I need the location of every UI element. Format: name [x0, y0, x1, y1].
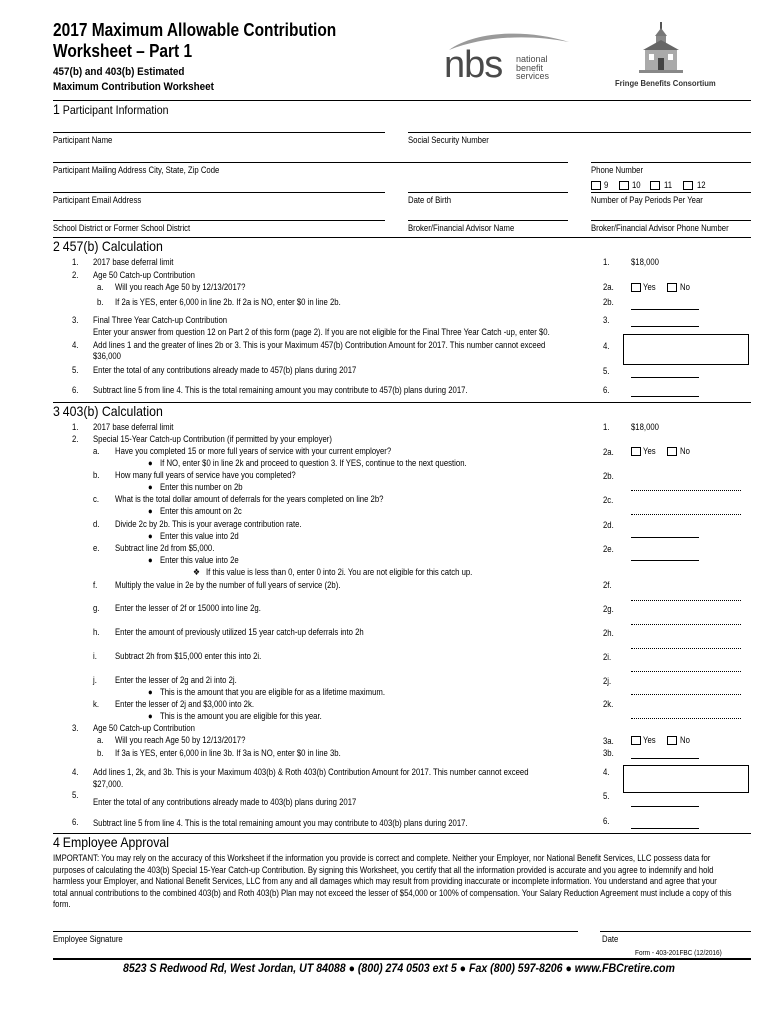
footer-contact: 8523 S Redwood Rd, West Jordan, UT 84088 ● (800) 274 0503 ext 5 ● Fax (800) 597-8206 ● www.FBCretire.com — [123, 963, 675, 975]
section-2-number: 2 — [53, 238, 60, 254]
participant-name-field[interactable] — [53, 132, 385, 133]
s2-line-4-total-box[interactable] — [623, 334, 749, 365]
s2-line-2b-text: If 2a is YES, enter 6,000 in line 2b. If 2a is NO, enter $0 in line 2b. — [115, 297, 341, 307]
s3-line-2k-note: This is the amount you are eligible for this year. — [160, 711, 322, 721]
fbc-logo — [615, 18, 725, 93]
s2-line-1-value: $18,000 — [631, 257, 659, 267]
s3-line-2i-text: Subtract 2h from $15,000 enter this into 2i. — [115, 651, 262, 661]
broker-phone-field[interactable] — [591, 220, 751, 221]
s3-line-2j-text: Enter the lesser of 2g and 2i into 2j. — [115, 675, 237, 685]
section-3-header — [53, 403, 163, 419]
s3-line-2c-number: c. — [93, 494, 100, 504]
s3-line-2e-ref: 2e. — [603, 544, 614, 554]
s3-15yr-no-checkbox[interactable] — [667, 447, 677, 456]
s3-line-4-text: Add lines 1, 2k, and 3b. This is your Maximum 403(b) & Roth 403(b) Contribution Amount for 2017. This number cannot exceed — [93, 767, 529, 777]
section-4-number: 4 — [53, 834, 60, 850]
pay-periods-11-label: 11 — [664, 180, 673, 190]
s3-line-2d-number: d. — [93, 519, 100, 529]
nbs-logo-word-3: services — [516, 71, 550, 81]
fbc-logo-text: Fringe Benefits Consortium — [615, 78, 716, 88]
s3-line-2h-text: Enter the amount of previously utilized 15 year catch-up deferrals into 2h — [115, 627, 364, 637]
s3-age50-no-checkbox[interactable] — [667, 736, 677, 745]
s2-line-2b-ref: 2b. — [603, 297, 614, 307]
s3-line-2g-number: g. — [93, 603, 100, 613]
s3-line-2k-text: Enter the lesser of 2j and $3,000 into 2k. — [115, 699, 254, 709]
s2-line-4-number: 4. — [72, 340, 79, 350]
pay-periods-9-label: 9 — [604, 180, 609, 190]
s3-line-6-field[interactable] — [631, 828, 699, 829]
s2-line-3-text: Final Three Year Catch-up Contribution — [93, 315, 228, 325]
s3-line-2c-field[interactable] — [631, 514, 741, 515]
section-4-title: Employee Approval — [62, 834, 169, 850]
s2-line-1-number: 1. — [72, 257, 79, 267]
s3-line-3-text: Age 50 Catch-up Contribution — [93, 723, 195, 733]
s3-line-2d-text: Divide 2c by 2b. This is your average contribution rate. — [115, 519, 302, 529]
s2-line-6-number: 6. — [72, 385, 79, 395]
ssn-label: Social Security Number — [408, 135, 489, 145]
s2-line-5-ref: 5. — [603, 366, 610, 376]
section-1-header — [53, 101, 168, 117]
s3-line-2g-field[interactable] — [631, 624, 741, 625]
title-line-2: Worksheet – Part 1 — [53, 41, 193, 61]
s3-line-3b-number: b. — [97, 748, 104, 758]
phone-label: Phone Number — [591, 165, 644, 175]
broker-phone-label: Broker/Financial Advisor Phone Number — [591, 223, 729, 233]
nbs-logo-mark: nbs — [444, 44, 503, 86]
s3-line-5-ref: 5. — [603, 791, 610, 801]
nbs-logo-word-2: benefit — [516, 62, 544, 73]
s2-line-3-number: 3. — [72, 315, 79, 325]
s3-line-2e-note: Enter this value into 2e — [160, 555, 239, 565]
s3-bullet-icon: ● — [148, 482, 153, 492]
pay-periods-11-checkbox[interactable] — [650, 181, 660, 190]
s2-line-5-text: Enter the total of any contributions already made to 457(b) plans during 2017 — [93, 365, 357, 375]
nbs-logo — [444, 30, 574, 90]
s3-line-2h-field[interactable] — [631, 648, 741, 649]
s3-line-3a-text: Will you reach Age 50 by 12/13/2017? — [115, 735, 246, 745]
employee-signature-label: Employee Signature — [53, 934, 123, 944]
s3-line-2k-field[interactable] — [631, 718, 741, 719]
s3-line-2e-field[interactable] — [631, 560, 699, 561]
s3-line-2d-field[interactable] — [631, 537, 699, 538]
s3-bullet-icon: ● — [148, 711, 153, 721]
s2-line-2b-field[interactable] — [631, 309, 699, 310]
s2-line-4-ref: 4. — [603, 341, 610, 351]
s3-line-2i-number: i. — [93, 651, 97, 661]
mailing-address-field[interactable] — [53, 162, 568, 163]
phone-field[interactable] — [591, 162, 751, 163]
s3-line-2e-text: Subtract line 2d from $5,000. — [115, 543, 215, 553]
s2-line-4-text: Add lines 1 and the greater of lines 2b or 3. This is your Maximum 457(b) Contribution Amount for 2017. This number cannot exceed — [93, 340, 546, 350]
s2-line-6-ref: 6. — [603, 385, 610, 395]
section-2-title: 457(b) Calculation — [62, 238, 163, 254]
nbs-logo-words — [516, 55, 549, 81]
broker-name-label: Broker/Financial Advisor Name — [408, 223, 515, 233]
s3-line-2a-ref: 2a. — [603, 447, 614, 457]
s3-bullet-icon: ● — [148, 555, 153, 565]
s3-line-2k-number: k. — [93, 699, 100, 709]
s2-line-4-text-2: $36,000 — [93, 351, 121, 361]
s3-line-2c-ref: 2c. — [603, 495, 614, 505]
s3-line-2h-number: h. — [93, 627, 100, 637]
s3-line-2e-subnote: If this value is less than 0, enter 0 into 2i. You are not eligible for this catch up. — [206, 567, 473, 577]
subtitle-line-1: 457(b) and 403(b) Estimated — [53, 66, 185, 78]
ssn-field[interactable] — [408, 132, 751, 133]
s3-bullet-icon: ● — [148, 506, 153, 516]
email-field[interactable] — [53, 192, 385, 193]
section-3-number: 3 — [53, 403, 60, 419]
subtitle-line-2: Maximum Contribution Worksheet — [53, 81, 214, 93]
employee-signature-field[interactable] — [53, 931, 578, 932]
s3-line-1-number: 1. — [72, 422, 79, 432]
s3-line-2f-text: Multiply the value in 2e by the number of full years of service (2b). — [115, 580, 341, 590]
s3-line-4-text-2: $27,000. — [93, 779, 124, 789]
s3-age50-yes-checkbox[interactable] — [631, 736, 641, 745]
s3-line-6-ref: 6. — [603, 816, 610, 826]
s2-line-6-field[interactable] — [631, 396, 699, 397]
diamond-bullet-icon: ❖ — [193, 567, 200, 577]
participant-name-label: Participant Name — [53, 135, 113, 145]
s2-line-2a-number: a. — [97, 282, 104, 292]
s3-line-2-text: Special 15-Year Catch-up Contribution (if permitted by your employer) — [93, 434, 332, 444]
school-district-field[interactable] — [53, 220, 385, 221]
s2-line-3-field[interactable] — [631, 326, 699, 327]
s2-line-3-ref: 3. — [603, 315, 610, 325]
s3-line-2f-field[interactable] — [631, 600, 741, 601]
s3-line-2j-ref: 2j. — [603, 676, 612, 686]
s2-line-2b-number: b. — [97, 297, 104, 307]
s2-line-1-ref: 1. — [603, 257, 610, 267]
s3-line-2h-ref: 2h. — [603, 628, 614, 638]
s3-line-5-text: Enter the total of any contributions already made to 403(b) plans during 2017 — [93, 797, 357, 807]
s3-15yr-yes-checkbox[interactable] — [631, 447, 641, 456]
s2-line-6-text: Subtract line 5 from line 4. This is the total remaining amount you may contribute to 457(b) plans during 2017. — [93, 385, 468, 395]
s3-line-2j-field[interactable] — [631, 694, 741, 695]
section-1-number: 1 — [53, 101, 60, 117]
s3-line-3b-ref: 3b. — [603, 748, 614, 758]
s3-line-3a-number: a. — [97, 735, 104, 745]
s3-bullet-icon: ● — [148, 458, 153, 468]
pay-periods-9-checkbox[interactable] — [591, 181, 601, 190]
email-label: Participant Email Address — [53, 195, 142, 205]
s3-line-2d-note: Enter this value into 2d — [160, 531, 239, 541]
s3-line-2b-note: Enter this number on 2b — [160, 482, 243, 492]
s3-line-1-ref: 1. — [603, 422, 610, 432]
s3-line-4-total-box[interactable] — [623, 765, 749, 793]
s3-bullet-icon: ● — [148, 531, 153, 541]
s3-line-2a-note: If NO, enter $0 in line 2k and proceed to question 3. If YES, continue to the next question. — [160, 458, 467, 468]
s2-line-5-field[interactable] — [631, 377, 699, 378]
signature-date-field[interactable] — [600, 931, 751, 932]
s3-line-4-number: 4. — [72, 767, 79, 777]
s2-age50-no-label: No — [680, 282, 690, 292]
form-number: Form - 403-201FBC (12/2016) — [635, 948, 722, 957]
section-4-header — [53, 834, 169, 850]
dob-label: Date of Birth — [408, 195, 452, 205]
s3-line-2a-text: Have you completed 15 or more full years of service with your current employer? — [115, 446, 392, 456]
s3-line-2g-text: Enter the lesser of 2f or 15000 into line 2g. — [115, 603, 261, 613]
s3-line-5-field[interactable] — [631, 806, 699, 807]
s3-line-2f-ref: 2f. — [603, 580, 612, 590]
pay-periods-10-checkbox[interactable] — [619, 181, 629, 190]
s3-line-3-number: 3. — [72, 723, 79, 733]
s3-15yr-yes-label: Yes — [643, 446, 656, 456]
s3-line-2b-ref: 2b. — [603, 471, 614, 481]
pay-periods-label: Number of Pay Periods Per Year — [591, 195, 703, 205]
s2-line-1-text: 2017 base deferral limit — [93, 257, 174, 267]
s3-line-2j-number: j. — [93, 675, 97, 685]
s3-line-2a-number: a. — [93, 446, 100, 456]
pay-periods-rule — [591, 192, 751, 193]
s3-line-2b-text: How many full years of service have you completed? — [115, 470, 296, 480]
s2-line-2-text: Age 50 Catch-up Contribution — [93, 270, 195, 280]
s3-line-2i-ref: 2i. — [603, 652, 612, 662]
s3-line-2b-number: b. — [93, 470, 100, 480]
s3-line-2b-field[interactable] — [631, 490, 741, 491]
section-1-title: Participant Information — [62, 103, 169, 117]
s3-line-3b-field[interactable] — [631, 758, 699, 759]
s2-age50-yes-checkbox[interactable] — [631, 283, 641, 292]
s3-line-2g-ref: 2g. — [603, 604, 614, 614]
s3-line-3a-ref: 3a. — [603, 736, 614, 746]
dob-field[interactable] — [408, 192, 568, 193]
approval-paragraph: IMPORTANT: You may rely on the accuracy of this Worksheet if the information you provide is correct and complete. Neither your Employer, nor National Benefit Services, LLC possess data for purposes of calculating the 403(b) Special 15-Year Catch-up Contribution. By signing this Worksheet, you certify that all the information provided is accurate and you agree to indemnify and hold harmless your Employer, and National Benefit Services, LLC from any and all damages which may result from providing inaccurate or incomplete information. You understand and agree that your total annual contributions to the combined 403(b) and Roth 403(b) Plan may not exceed the lesser of $54,000 or 100% of compensation. Your Salary Reduction Agreement must include a copy of this form. — [53, 853, 732, 909]
s3-line-2c-note: Enter this amount on 2c — [160, 506, 242, 516]
schoolhouse-icon — [633, 18, 693, 78]
nbs-logo-word-1: national — [516, 54, 548, 64]
mailing-address-label: Participant Mailing Address City, State, Zip Code — [53, 165, 220, 175]
footer-rule — [53, 958, 751, 960]
s3-line-2e-number: e. — [93, 543, 100, 553]
s2-line-2-number: 2. — [72, 270, 79, 280]
signature-date-label: Date — [602, 934, 619, 944]
s3-line-1-value: $18,000 — [631, 422, 659, 432]
s3-age50-yes-label: Yes — [643, 735, 656, 745]
s2-age50-yes-label: Yes — [643, 282, 656, 292]
section-2-header — [53, 238, 163, 254]
s2-line-2a-ref: 2a. — [603, 282, 614, 292]
title-line-1: 2017 Maximum Allowable Contribution — [53, 20, 337, 40]
s3-line-3b-text: If 3a is YES, enter 6,000 in line 3b. If 3a is NO, enter $0 in line 3b. — [115, 748, 341, 758]
s3-15yr-no-label: No — [680, 446, 690, 456]
s2-line-3-note: Enter your answer from question 12 on Part 2 of this form (page 2). If you are not eligible for the Final Three Year Catch -up, enter $0. — [93, 327, 550, 337]
pay-periods-10-label: 10 — [632, 180, 641, 190]
s3-line-4-ref: 4. — [603, 767, 610, 777]
s2-age50-no-checkbox[interactable] — [667, 283, 677, 292]
s3-line-6-text: Subtract line 5 from line 4. This is the total remaining amount you may contribute to 403(b) plans during 2017. — [93, 818, 468, 828]
pay-periods-12-checkbox[interactable] — [683, 181, 693, 190]
s3-line-1-text: 2017 base deferral limit — [93, 422, 174, 432]
s3-line-6-number: 6. — [72, 817, 79, 827]
s2-line-2a-text: Will you reach Age 50 by 12/13/2017? — [115, 282, 246, 292]
s3-line-2f-number: f. — [93, 580, 98, 590]
section-3-title: 403(b) Calculation — [62, 403, 163, 419]
s3-line-2k-ref: 2k. — [603, 699, 614, 709]
s3-line-5-number: 5. — [72, 790, 79, 800]
s2-line-5-number: 5. — [72, 365, 79, 375]
s3-line-2d-ref: 2d. — [603, 520, 614, 530]
s3-bullet-icon: ● — [148, 687, 153, 697]
broker-name-field[interactable] — [408, 220, 568, 221]
s3-line-2j-note: This is the amount that you are eligible for as a lifetime maximum. — [160, 687, 385, 697]
s3-line-2-number: 2. — [72, 434, 79, 444]
s3-line-2i-field[interactable] — [631, 671, 741, 672]
s3-age50-no-label: No — [680, 735, 690, 745]
s3-line-2c-text: What is the total dollar amount of deferrals for the years completed on line 2b? — [115, 494, 384, 504]
school-district-label: School District or Former School District — [53, 223, 191, 233]
pay-periods-12-label: 12 — [697, 180, 706, 190]
